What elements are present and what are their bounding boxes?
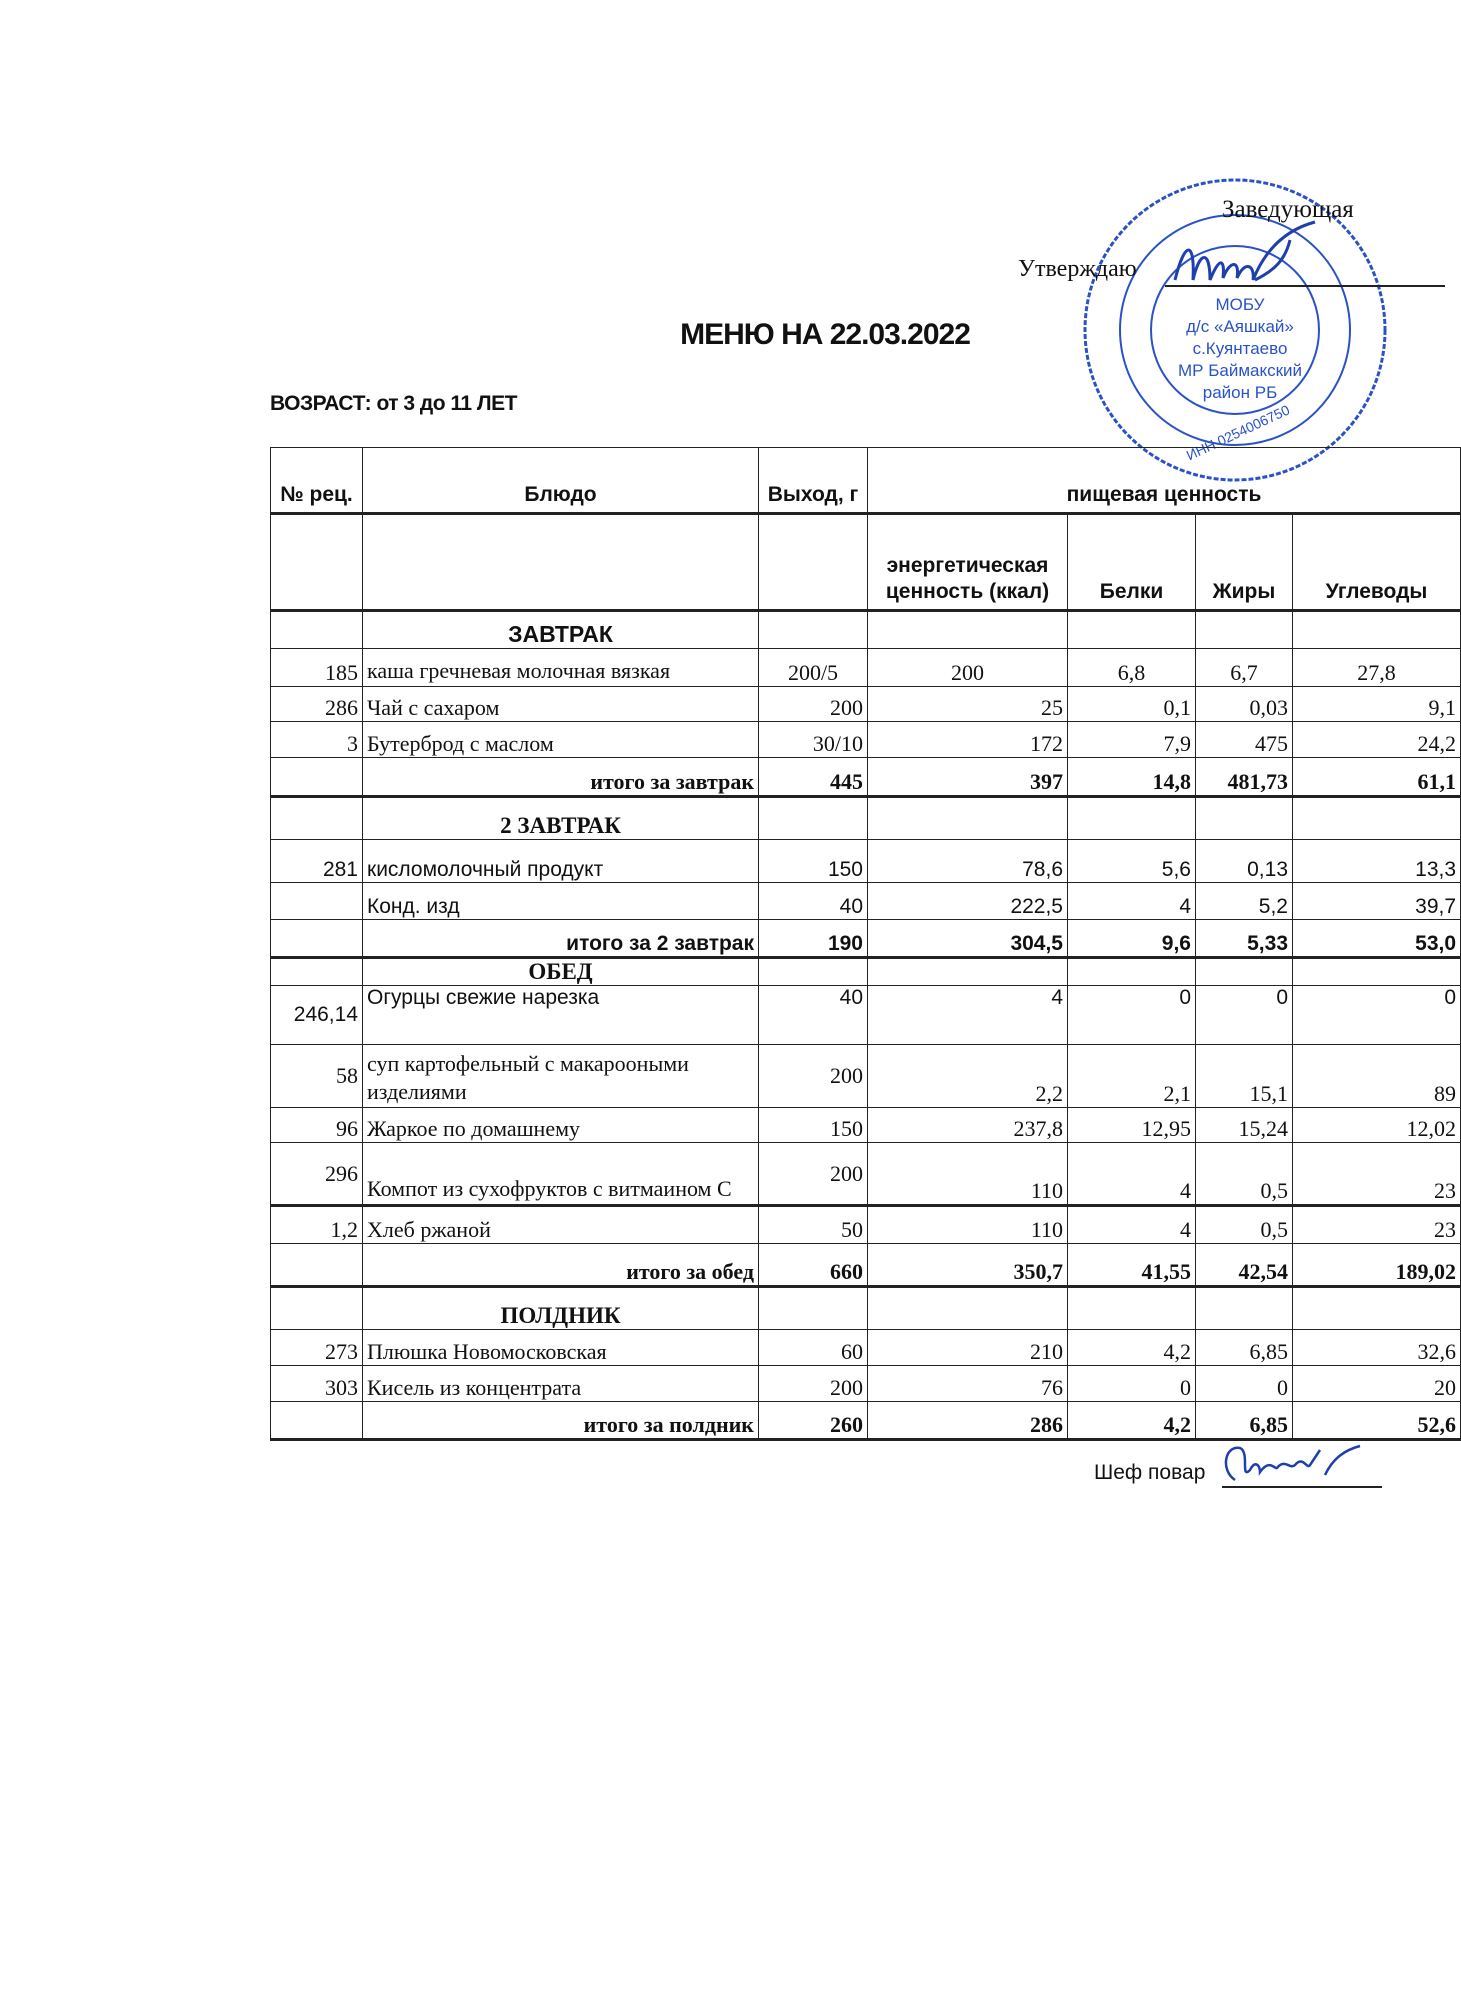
energy-value — [868, 958, 1068, 986]
stamp-line: с.Куянтаево — [1192, 339, 1288, 358]
fat-value: 0 — [1196, 1366, 1293, 1402]
table-row — [271, 840, 1461, 883]
section-row — [271, 958, 1461, 986]
stamp-line: МР Баймакский — [1177, 361, 1303, 380]
yield-value: 200 — [759, 1045, 868, 1108]
fat-value: 42,54 — [1196, 1244, 1293, 1287]
chef-label: Шеф повар — [1094, 1461, 1206, 1484]
energy-value: 110 — [868, 1206, 1068, 1244]
total-row — [271, 1402, 1461, 1440]
fat-value: 5,33 — [1196, 920, 1293, 958]
dish-name: итого за обед — [363, 1244, 759, 1287]
carbs-value: 23 — [1293, 1143, 1461, 1206]
recipe-number — [271, 920, 363, 958]
dish-name: Бутерброд с маслом — [363, 722, 759, 758]
age-group: ВОЗРАСТ: от 3 до 11 ЛЕТ — [270, 392, 517, 415]
subheader-row — [271, 514, 1461, 611]
energy-value — [868, 611, 1068, 649]
head-title: Заведующая — [1222, 196, 1354, 223]
col-energy-header: энергетическая ценность (ккал) — [868, 514, 1068, 611]
carbs-value: 52,6 — [1293, 1402, 1461, 1440]
recipe-number: 96 — [271, 1108, 363, 1143]
section-row — [271, 1287, 1461, 1330]
recipe-number: 3 — [271, 722, 363, 758]
recipe-number — [271, 1244, 363, 1287]
carbs-value: 9,1 — [1293, 687, 1461, 722]
yield-value: 30/10 — [759, 722, 868, 758]
recipe-number — [271, 1402, 363, 1440]
energy-value: 397 — [868, 758, 1068, 797]
protein-value: 0,1 — [1068, 687, 1196, 722]
protein-value — [1068, 958, 1196, 986]
fat-value — [1196, 797, 1293, 840]
dish-name: Кисель из концентрата — [363, 1366, 759, 1402]
col-fat-header: Жиры — [1196, 514, 1293, 611]
recipe-number — [271, 1287, 363, 1330]
protein-value: 5,6 — [1068, 840, 1196, 883]
col-dish-header: Блюдо — [363, 448, 759, 514]
protein-value — [1068, 797, 1196, 840]
approve-signature-line — [1165, 285, 1445, 287]
yield-value: 200 — [759, 1143, 868, 1206]
energy-value: 110 — [868, 1143, 1068, 1206]
table-row — [271, 1366, 1461, 1402]
yield-value — [759, 958, 868, 986]
carbs-value: 39,7 — [1293, 883, 1461, 920]
dish-name: итого за завтрак — [363, 758, 759, 797]
energy-value: 304,5 — [868, 920, 1068, 958]
col-nutrition-header: пищевая ценность — [868, 448, 1461, 514]
section-row — [271, 611, 1461, 649]
recipe-number: 246,14 — [271, 986, 363, 1045]
energy-value: 78,6 — [868, 840, 1068, 883]
chef-signature — [1215, 1440, 1365, 1490]
carbs-value — [1293, 1287, 1461, 1330]
fat-value — [1196, 611, 1293, 649]
carbs-value — [1293, 797, 1461, 840]
energy-value: 350,7 — [868, 1244, 1068, 1287]
yield-value: 40 — [759, 986, 868, 1045]
carbs-value — [1293, 611, 1461, 649]
fat-value: 15,24 — [1196, 1108, 1293, 1143]
recipe-number: 303 — [271, 1366, 363, 1402]
fat-value: 0,5 — [1196, 1206, 1293, 1244]
protein-value: 9,6 — [1068, 920, 1196, 958]
energy-value — [868, 1287, 1068, 1330]
yield-value: 150 — [759, 840, 868, 883]
yield-value: 50 — [759, 1206, 868, 1244]
carbs-value: 61,1 — [1293, 758, 1461, 797]
protein-value: 0 — [1068, 986, 1196, 1045]
carbs-value: 89 — [1293, 1045, 1461, 1108]
energy-value: 210 — [868, 1330, 1068, 1366]
dish-name: Конд. изд — [363, 883, 759, 920]
carbs-value: 27,8 — [1293, 649, 1461, 687]
section-row — [271, 797, 1461, 840]
energy-value: 200 — [868, 649, 1068, 687]
yield-value: 150 — [759, 1108, 868, 1143]
energy-value: 2,2 — [868, 1045, 1068, 1108]
protein-value: 7,9 — [1068, 722, 1196, 758]
fat-value: 0 — [1196, 986, 1293, 1045]
carbs-value: 0 — [1293, 986, 1461, 1045]
yield-value: 260 — [759, 1402, 868, 1440]
stamp-inn: ИНН 0254006750 — [1183, 401, 1293, 464]
fat-value: 15,1 — [1196, 1045, 1293, 1108]
protein-value — [1068, 1287, 1196, 1330]
fat-value — [1196, 1287, 1293, 1330]
fat-value: 6,85 — [1196, 1402, 1293, 1440]
fat-value — [1196, 958, 1293, 986]
dish-name: каша гречневая молочная вязкая — [363, 649, 759, 687]
yield-value: 40 — [759, 883, 868, 920]
total-row — [271, 758, 1461, 797]
table-row — [271, 1206, 1461, 1244]
col-num-header: № рец. — [271, 448, 363, 514]
recipe-number: 58 — [271, 1045, 363, 1108]
carbs-value: 20 — [1293, 1366, 1461, 1402]
fat-value: 481,73 — [1196, 758, 1293, 797]
table-row — [271, 883, 1461, 920]
col-protein-header: Белки — [1068, 514, 1196, 611]
protein-value: 4 — [1068, 1206, 1196, 1244]
dish-name: Хлеб ржаной — [363, 1206, 759, 1244]
menu-table — [270, 447, 1461, 1441]
dish-name: кисломолочный продукт — [363, 840, 759, 883]
recipe-number — [271, 883, 363, 920]
protein-value: 12,95 — [1068, 1108, 1196, 1143]
table-row — [271, 1108, 1461, 1143]
carbs-value: 12,02 — [1293, 1108, 1461, 1143]
carbs-value: 189,02 — [1293, 1244, 1461, 1287]
protein-value: 2,1 — [1068, 1045, 1196, 1108]
dish-name: итого за 2 завтрак — [363, 920, 759, 958]
energy-value: 25 — [868, 687, 1068, 722]
protein-value: 41,55 — [1068, 1244, 1196, 1287]
recipe-number: 286 — [271, 687, 363, 722]
yield-value — [759, 797, 868, 840]
table-row — [271, 1143, 1461, 1206]
fat-value: 0,5 — [1196, 1143, 1293, 1206]
energy-value: 222,5 — [868, 883, 1068, 920]
director-signature — [1165, 220, 1325, 310]
recipe-number — [271, 758, 363, 797]
recipe-number — [271, 797, 363, 840]
empty-cell — [271, 514, 363, 611]
energy-value: 237,8 — [868, 1108, 1068, 1143]
col-yield-header: Выход, г — [759, 448, 868, 514]
recipe-number: 281 — [271, 840, 363, 883]
empty-cell — [759, 514, 868, 611]
yield-value: 445 — [759, 758, 868, 797]
stamp-line: район РБ — [1202, 383, 1278, 402]
carbs-value — [1293, 958, 1461, 986]
fat-value: 6,7 — [1196, 649, 1293, 687]
protein-value: 6,8 — [1068, 649, 1196, 687]
fat-value: 5,2 — [1196, 883, 1293, 920]
protein-value: 4 — [1068, 883, 1196, 920]
dish-name: Жаркое по домашнему — [363, 1108, 759, 1143]
stamp-line: д/с «Аяшкай» — [1186, 317, 1294, 336]
recipe-number — [271, 958, 363, 986]
dish-name: Чай с сахаром — [363, 687, 759, 722]
dish-name: суп картофельный с макарооными изделиями — [363, 1045, 759, 1108]
empty-cell — [363, 514, 759, 611]
dish-name: ОБЕД — [363, 958, 759, 986]
yield-value: 660 — [759, 1244, 868, 1287]
dish-name: ЗАВТРАК — [363, 611, 759, 649]
dish-name: 2 ЗАВТРАК — [363, 797, 759, 840]
energy-value — [868, 797, 1068, 840]
yield-value: 200/5 — [759, 649, 868, 687]
fat-value: 6,85 — [1196, 1330, 1293, 1366]
protein-value: 4,2 — [1068, 1330, 1196, 1366]
yield-value — [759, 611, 868, 649]
recipe-number: 185 — [271, 649, 363, 687]
recipe-number: 296 — [271, 1143, 363, 1206]
dish-name: Огурцы свежие нарезка — [363, 986, 759, 1045]
page-title: МЕНЮ НА 22.03.2022 — [680, 318, 970, 351]
energy-value: 76 — [868, 1366, 1068, 1402]
protein-value: 4,2 — [1068, 1402, 1196, 1440]
carbs-value: 23 — [1293, 1206, 1461, 1244]
table-row — [271, 687, 1461, 722]
fat-value: 475 — [1196, 722, 1293, 758]
total-row — [271, 920, 1461, 958]
yield-value: 200 — [759, 687, 868, 722]
energy-value: 172 — [868, 722, 1068, 758]
dish-name: Плюшка Новомосковская — [363, 1330, 759, 1366]
stamp-line: МОБУ — [1215, 295, 1265, 314]
approve-label: Утверждаю — [1018, 256, 1137, 282]
recipe-number: 1,2 — [271, 1206, 363, 1244]
table-row — [271, 722, 1461, 758]
energy-value: 4 — [868, 986, 1068, 1045]
carbs-value: 53,0 — [1293, 920, 1461, 958]
dish-name: итого за полдник — [363, 1402, 759, 1440]
yield-value: 200 — [759, 1366, 868, 1402]
header-row — [271, 448, 1461, 514]
yield-value: 190 — [759, 920, 868, 958]
carbs-value: 24,2 — [1293, 722, 1461, 758]
dish-name: ПОЛДНИК — [363, 1287, 759, 1330]
table-row — [271, 1045, 1461, 1108]
total-row — [271, 1244, 1461, 1287]
dish-name: Компот из сухофруктов с витмаином С — [363, 1143, 759, 1206]
protein-value: 4 — [1068, 1143, 1196, 1206]
protein-value — [1068, 611, 1196, 649]
yield-value — [759, 1287, 868, 1330]
fat-value: 0,13 — [1196, 840, 1293, 883]
carbs-value: 32,6 — [1293, 1330, 1461, 1366]
table-row — [271, 1330, 1461, 1366]
protein-value: 14,8 — [1068, 758, 1196, 797]
table-row — [271, 986, 1461, 1045]
carbs-value: 13,3 — [1293, 840, 1461, 883]
table-row — [271, 649, 1461, 687]
col-carbs-header: Углеводы — [1293, 514, 1461, 611]
fat-value: 0,03 — [1196, 687, 1293, 722]
protein-value: 0 — [1068, 1366, 1196, 1402]
recipe-number: 273 — [271, 1330, 363, 1366]
yield-value: 60 — [759, 1330, 868, 1366]
energy-value: 286 — [868, 1402, 1068, 1440]
recipe-number — [271, 611, 363, 649]
